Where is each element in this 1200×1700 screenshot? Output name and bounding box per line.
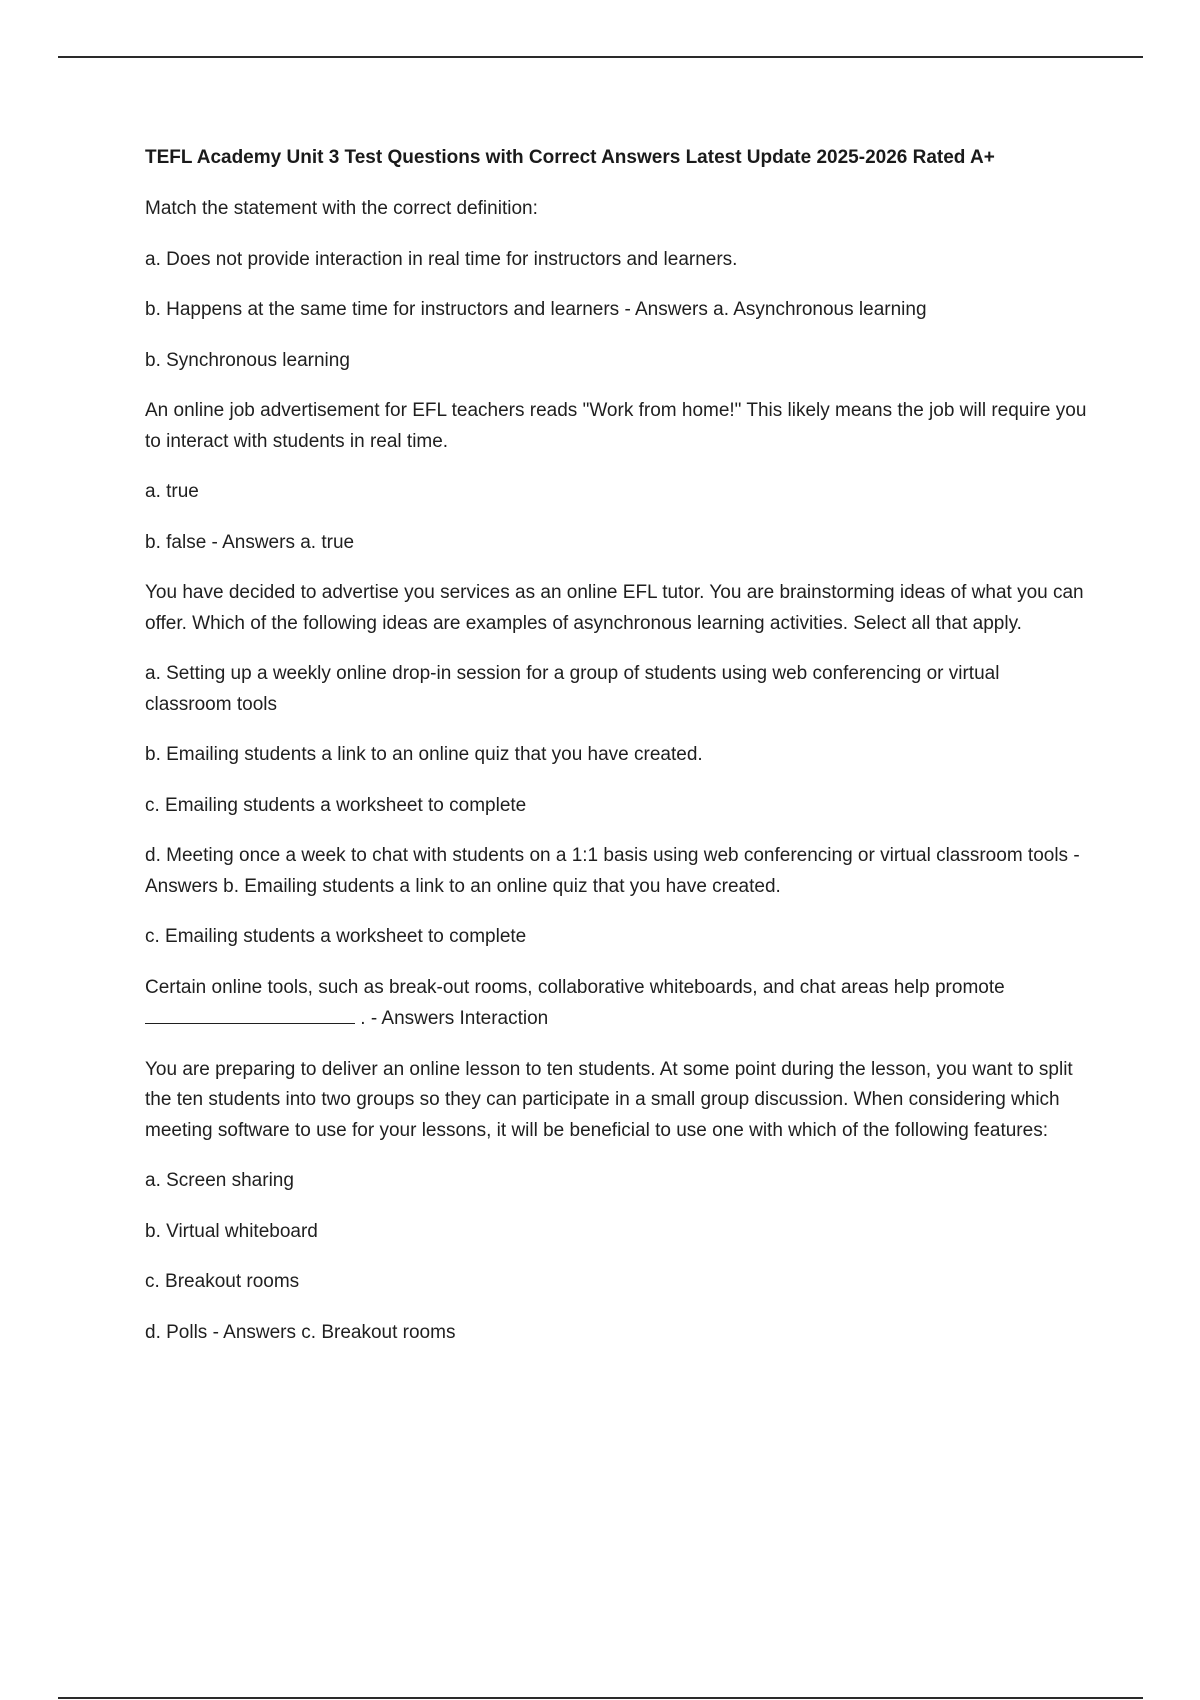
paragraph: a. true (145, 481, 199, 502)
paragraph: c. Emailing students a worksheet to complete (145, 794, 527, 816)
paragraph: d. Polls - Answers c. Breakout rooms (145, 1321, 456, 1343)
answer-blank-line (145, 1003, 355, 1024)
footer-rule (58, 1697, 1143, 1699)
paragraph: An online job advertisement for EFL teachers reads "Work from home!" This likely means the job will require you to interact with students in real time. (145, 400, 1092, 452)
paragraph: c. Emailing students a worksheet to complete (145, 926, 527, 947)
paragraph: You have decided to advertise you services as an online EFL tutor. You are brainstorming ideas of what you can offer. Which of the following ideas are examples of asynchronous learning activities. Select all that apply. (145, 582, 1089, 634)
paragraph: a. Setting up a weekly online drop-in session for a group of students using web conferencing or virtual classroom tools (145, 663, 1005, 715)
paragraph: d. Meeting once a week to chat with students on a 1:1 basis using web conferencing or virtual classroom tools - Answers b. Emailing students a link to an online quiz that you have created. (145, 845, 1084, 897)
paragraph: You are preparing to deliver an online lesson to ten students. At some point during the lesson, you want to split the ten students into two groups so they can participate in a small group discussion. When considering which meeting software to use for your lessons, it will be beneficial to use one with which of the following features: (145, 1058, 1078, 1141)
paragraph: Match the statement with the correct definition: (145, 198, 538, 219)
document-title: TEFL Academy Unit 3 Test Questions with Correct Answers Latest Update 2025-2026 Rated A+ (145, 147, 995, 168)
paragraph: a. Screen sharing (145, 1170, 294, 1191)
paragraph: b. Virtual whiteboard (145, 1220, 318, 1242)
paragraph: c. Breakout rooms (145, 1271, 300, 1292)
paragraph: b. false - Answers a. true (145, 531, 355, 553)
fill-blank-before: Certain online tools, such as break-out rooms, collaborative whiteboards, and chat areas help promote (145, 976, 1010, 998)
header-rule (58, 56, 1143, 58)
paragraph: b. Happens at the same time for instructors and learners - Answers a. Asynchronous learning (145, 299, 927, 320)
fill-blank-question (145, 973, 1090, 1035)
paragraph: b. Emailing students a link to an online quiz that you have created. (145, 744, 703, 765)
paragraph: b. Synchronous learning (145, 349, 350, 371)
document-body (145, 143, 1090, 1368)
paragraph: a. Does not provide interaction in real time for instructors and learners. (145, 248, 738, 270)
fill-blank-after: . - Answers Interaction (355, 1008, 549, 1029)
